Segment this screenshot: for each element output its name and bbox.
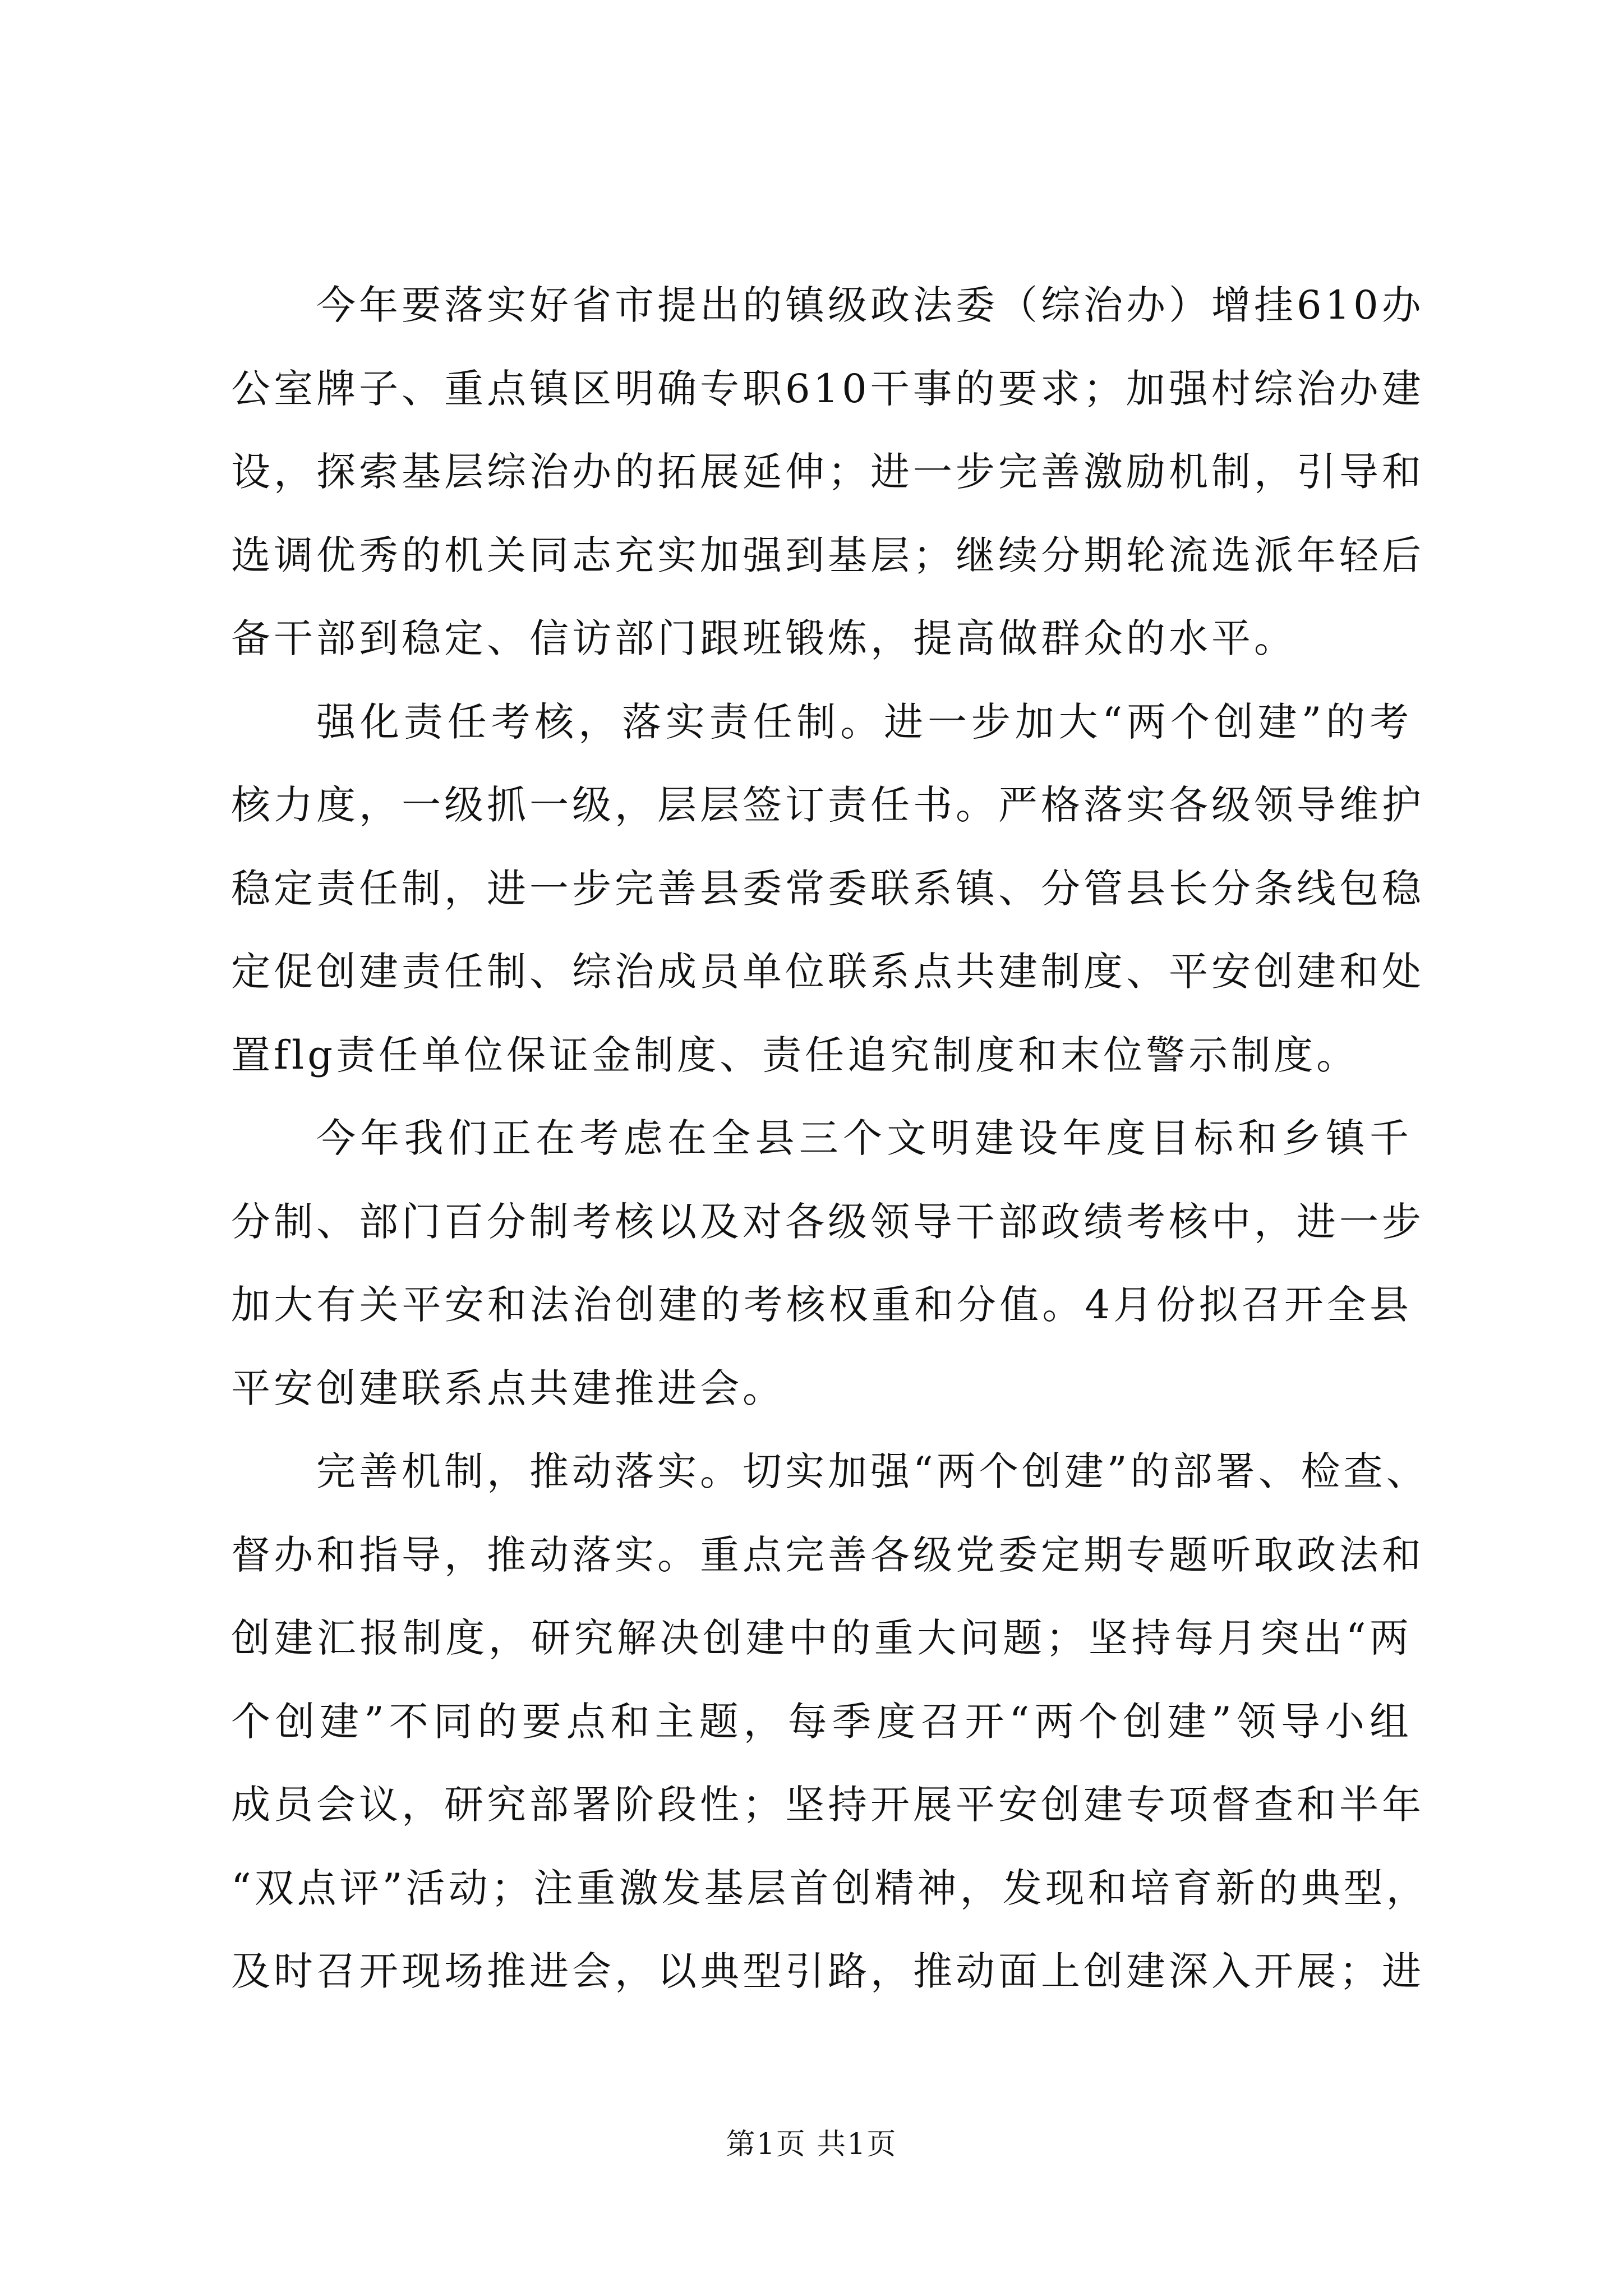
paragraph-3 <box>231 1097 1424 1430</box>
paragraph-1 <box>231 264 1424 680</box>
paragraph-2 <box>231 680 1424 1097</box>
text-line: 完善机制，推动落实。切实加强“两个创建”的部署、检查、 <box>316 1448 1429 1494</box>
paragraph-4 <box>231 1430 1429 2013</box>
text-line: 成员会议，研究部署阶段性；坚持开展平安创建专项督查和半年 <box>231 1782 1424 1828</box>
text-line: 加大有关平安和法治创建的考核权重和分值。4月份拟召开全县 <box>231 1282 1412 1328</box>
text-line: 备干部到稳定、信访部门跟班锻炼，提高做群众的水平。 <box>231 615 1297 661</box>
text-line: 创建汇报制度，研究解决创建中的重大问题；坚持每月突出“两 <box>231 1615 1412 1661</box>
text-line: 今年我们正在考虑在全县三个文明建设年度目标和乡镇千 <box>316 1115 1412 1161</box>
text-line: 强化责任考核，落实责任制。进一步加大“两个创建”的考 <box>316 698 1412 745</box>
text-line: 置flg责任单位保证金制度、责任追究制度和末位警示制度。 <box>231 1032 1359 1078</box>
text-line: 稳定责任制，进一步完善县委常委联系镇、分管县长分条线包稳 <box>231 865 1424 912</box>
page-footer <box>0 2125 1623 2164</box>
text-line: 设，探索基层综治办的拓展延伸；进一步完善激励机制，引导和 <box>231 449 1424 495</box>
text-line: 督办和指导，推动落实。重点完善各级党委定期专题听取政法和 <box>231 1531 1424 1578</box>
text-line: 选调优秀的机关同志充实加强到基层；继续分期轮流选派年轻后 <box>231 532 1424 578</box>
text-line: “双点评”活动；注重激发基层首创精神，发现和培育新的典型， <box>231 1865 1429 1911</box>
page-number-label: 第1页 共1页 <box>726 2128 897 2161</box>
text-line: 定促创建责任制、综治成员单位联系点共建制度、平安创建和处 <box>231 949 1424 995</box>
text-line: 平安创建联系点共建推进会。 <box>231 1365 785 1411</box>
text-line: 个创建”不同的要点和主题，每季度召开“两个创建”领导小组 <box>231 1698 1412 1745</box>
text-line: 及时召开现场推进会，以典型引路，推动面上创建深入开展；进 <box>231 1948 1424 1994</box>
document-body <box>231 264 1429 2013</box>
text-line: 分制、部门百分制考核以及对各级领导干部政绩考核中，进一步 <box>231 1198 1424 1245</box>
text-line: 公室牌子、重点镇区明确专职610干事的要求；加强村综治办建 <box>231 365 1424 412</box>
text-line: 核力度，一级抓一级，层层签订责任书。严格落实各级领导维护 <box>231 782 1424 828</box>
text-line: 今年要落实好省市提出的镇级政法委（综治办）增挂610办 <box>316 282 1424 328</box>
